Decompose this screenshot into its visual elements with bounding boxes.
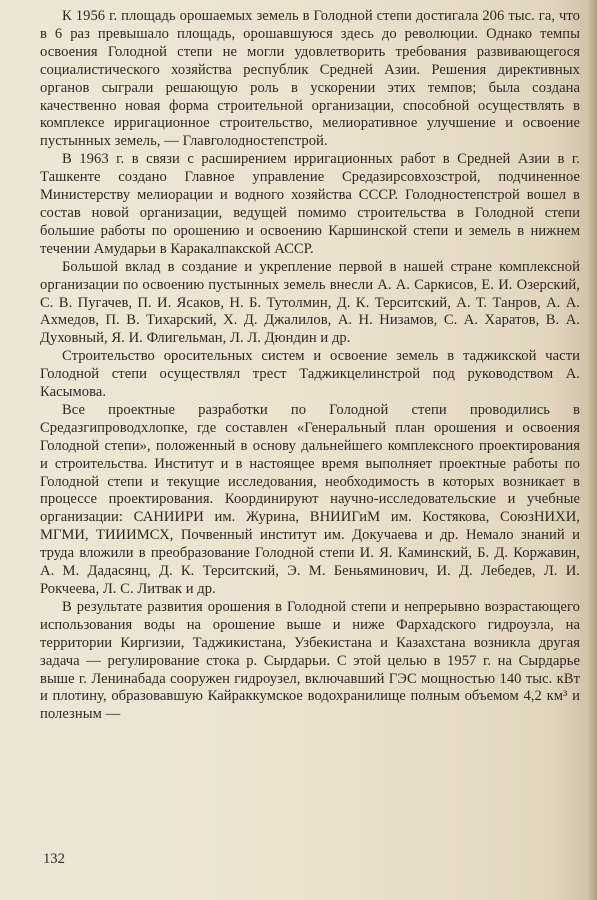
paragraph-4: Строительство оросительных систем и освоение земель в таджикской части Голодной степи осуществлял трест Таджикцелинстрой под руководством А. Касымова. xyxy=(40,348,580,401)
paragraph-1: К 1956 г. площадь орошаемых земель в Голодной степи достигала 206 тыс. га, что в 6 раз превышало площадь, орошавшуюся здесь до революции. Однако темпы освоения Голодной степи не могли удовлетворить требования развивающегося социалистического хозяйства республик Средней Азии. Решения директивных органов сыграли решающую роль в ускорении этих темпов; была создана качественно новая форма строительной организации, способной осуществлять в комплексе ирригационное строительство, мелиоративное улучшение и освоение пустынных земель, — Главголодностепстрой. xyxy=(40,8,580,150)
body-text xyxy=(40,8,580,724)
paragraph-5: Все проектные разработки по Голодной степи проводились в Средазгипроводхлопке, где составлен «Генеральный план орошения и освоения Голодной степи», положенный в основу дальнейшего комплексного проектирования и строительства. Институт и в настоящее время выполняет проектные работы по Голодной степи и текущие исследования, необходимость в которых возникает в процессе проектирования. Координируют научно-исследовательские и учебные организации: САНИИРИ им. Журина, ВНИИГиМ им. Костякова, СоюзНИХИ, МГМИ, ТИИИМСХ, Почвенный институт им. Докучаева и др. Немало знаний и труда вложили в преобразование Голодной степи И. Я. Каминский, Б. Д. Коржавин, А. М. Дадасянц, Д. К. Терситский, Э. М. Беньяминович, И. Д. Лебедев, Л. И. Рокчеева, Л. С. Литвак и др. xyxy=(40,401,580,597)
paragraph-3: Большой вклад в создание и укрепление первой в нашей стране комплексной организации по освоению пустынных земель внесли А. А. Саркисов, Е. И. Озерский, С. В. Пугачев, П. И. Ясаков, Н. Б. Тутолмин, Д. К. Терситский, А. Т. Танров, А. А. Ахмедов, П. В. Тихарский, Х. Д. Джалилов, А. Н. Низамов, С. А. Харатов, В. А. Духовный, Я. И. Флигельман, Л. Л. Дюндин и др. xyxy=(40,258,580,347)
page-number: 132 xyxy=(43,851,65,867)
paragraph-6: В результате развития орошения в Голодной степи и непрерывно возрастающего использования воды на орошение выше и ниже Фархадского гидроузла, на территории Киргизии, Таджикистана, Узбекистана и Казахстана возникла другая задача — регулирование стока р. Сырдарьи. С этой целью в 1957 г. на Сырдарье выше г. Ленинабада сооружен гидроузел, включавший ГЭС мощностью 140 тыс. кВт и плотину, образовавшую Кайраккумское водохранилище полным объемом 4,2 км³ и полезным — xyxy=(40,598,580,723)
paragraph-2: В 1963 г. в связи с расширением ирригационных работ в Средней Азии в г. Ташкенте создано Главное управление Средазирсовхозстрой, подчиненное Министерству мелиорации и водного хозяйства СССР. Голодностепстрой вошел в состав новой организации, ведущей помимо строительства в Голодной степи большие работы по орошению и освоению Каршинской степи и земель в нижнем течении Амударьи в Каракалпакской АССР. xyxy=(40,151,580,257)
page-edge-shadow xyxy=(587,0,597,900)
